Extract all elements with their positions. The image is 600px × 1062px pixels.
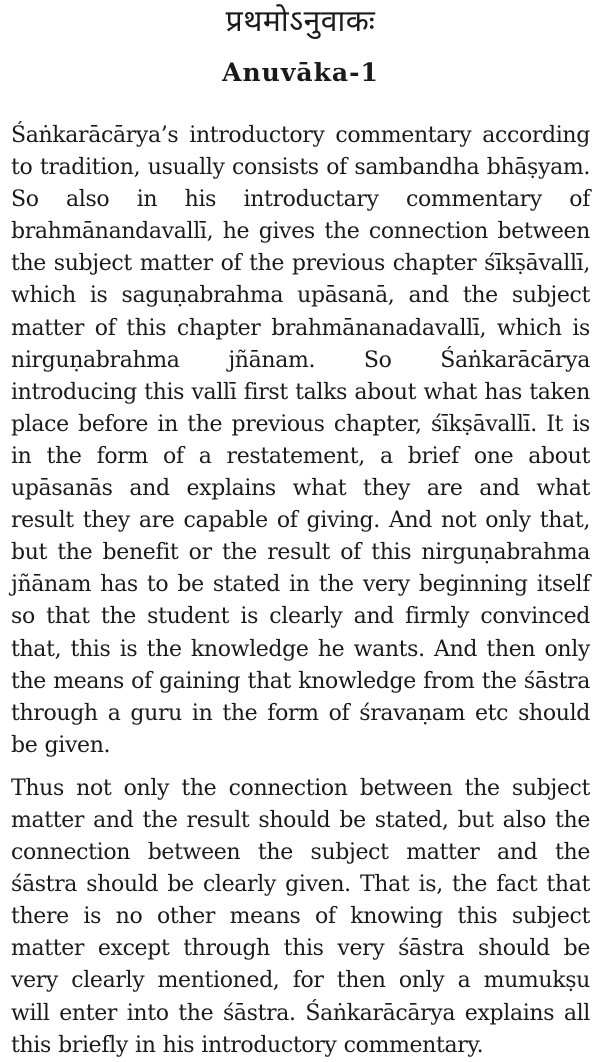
- chapter-title: Anuvāka-1: [222, 58, 379, 87]
- sanskrit-title: प्रथमोऽनुवाकः: [225, 4, 376, 39]
- body-text: [11, 120, 590, 1062]
- paragraph-2: Thus not only the connection between the subject matter and the result should be stated, but also the connection between the subject matter and the śāstra should be clearly given. That is, the fact that there is no other means of knowing this subject matter except through this very śāstra should be very clearly mentioned, for then only a mumukṣu will enter into the śāstra. Śaṅkarācārya explains all this briefly in his introductory commentary.: [11, 775, 590, 1058]
- paragraph-1: Śaṅkarācārya’s introductory commentary according to tradition, usually consists of sambandha bhāṣyam. So also in his introductary commentary of brahmānandavallī, he gives the connection between the subject matter of the previous chapter śīkṣāvallī, which is saguṇabrahma upāsanā, and the subject matter of this chapter brahmānanadavallī, which is nirguṇabrahma jñānam. So Śaṅkarācārya introducing this vallī first talks about what has taken place before in the previous chapter, śīkṣāvallī. It is in the form of a restatement, a brief one about upāsanās and explains what they are and what result they are capable of giving. And not only that, but the benefit or the result of this nirguṇabrahma jñānam has to be stated in the very beginning itself so that the student is clearly and firmly convinced that, this is the knowledge he wants. And then only the means of gaining that knowledge from the śāstra through a guru in the form of śravaṇam etc should be given.: [11, 123, 590, 758]
